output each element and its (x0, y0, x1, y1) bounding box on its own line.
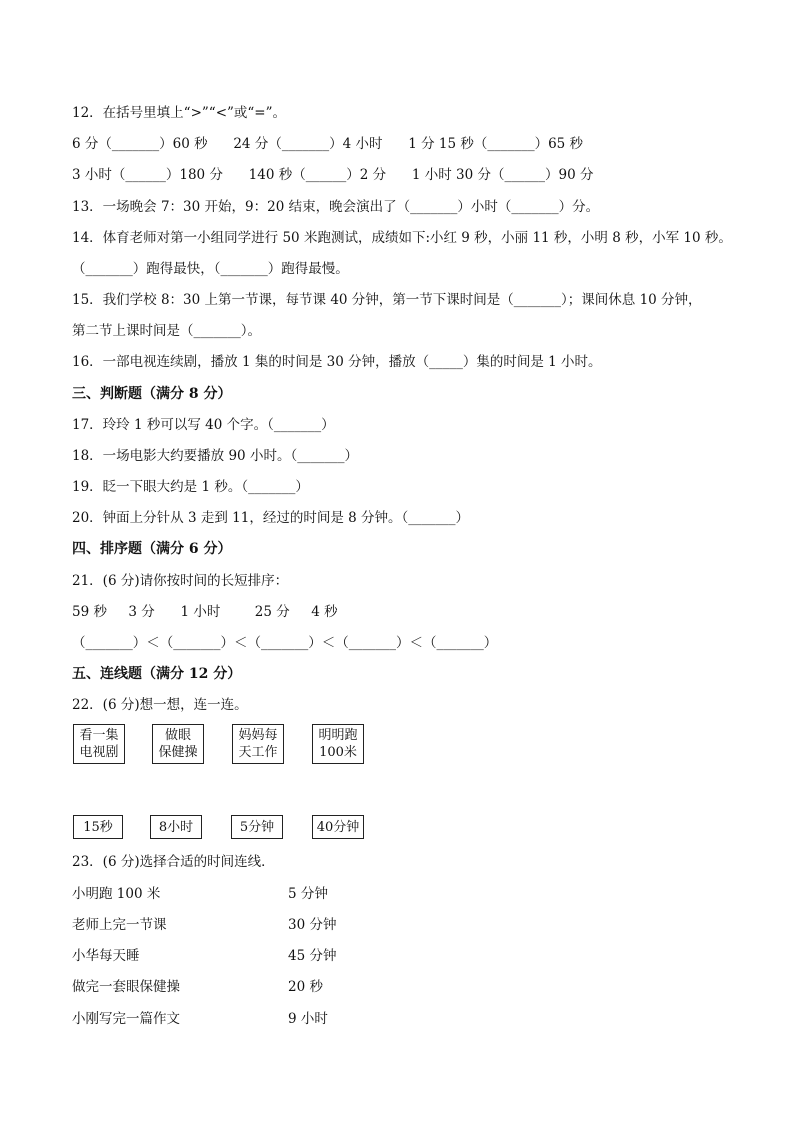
q22-bottom-box[interactable]: 5分钟 (231, 815, 283, 839)
section-matching-heading: 五、连线题（满分 12 分） (72, 666, 242, 682)
q23-left-item[interactable]: 小华每天睡 (72, 948, 140, 964)
q23-left-item[interactable]: 小刚写完一篇作文 (72, 1011, 180, 1027)
q14-line1: 14．体育老师对第一小组同学进行 50 米跑测试，成绩如下:小红 9 秒，小丽 11 秒，小明 8 秒，小军 10 秒。 (72, 230, 732, 246)
q21-blanks: （_______）＜（_______）＜（_______）＜（_______）＜（_______） (72, 635, 498, 651)
q23-right-item[interactable]: 9 小时 (288, 1011, 328, 1027)
q21: 21．(6 分)请你按时间的长短排序： (72, 573, 289, 589)
q23-left-item[interactable]: 做完一套眼保健操 (72, 979, 180, 995)
section-ordering-heading: 四、排序题（满分 6 分） (72, 541, 232, 557)
q23-right-item[interactable]: 30 分钟 (288, 917, 337, 933)
q19: 19．眨一下眼大约是 1 秒。（_______） (72, 479, 309, 495)
section-judgement-heading: 三、判断题（满分 8 分） (72, 386, 232, 402)
q23-right-item[interactable]: 5 分钟 (288, 886, 328, 902)
q17: 17．玲玲 1 秒可以写 40 个字。（_______） (72, 417, 335, 433)
q23-left-item[interactable]: 老师上完一节课 (72, 917, 167, 933)
q15-line1: 15．我们学校 8：30 上第一节课，每节课 40 分钟，第一节下课时间是（_______）；课间休息 10 分钟， (72, 292, 702, 308)
q18: 18．一场电影大约要播放 90 小时。（_______） (72, 448, 358, 464)
q22-top-box[interactable]: 做眼 保健操 (152, 724, 204, 764)
q22-bottom-box[interactable]: 40分钟 (312, 815, 364, 839)
q22: 22．(6 分)想一想，连一连。 (72, 697, 248, 713)
q15-line2: 第二节上课时间是（_______）。 (72, 323, 261, 339)
q22-top-box[interactable]: 明明跑 100米 (312, 724, 364, 764)
q22-bottom-box[interactable]: 15秒 (73, 815, 123, 839)
q23-right-item[interactable]: 20 秒 (288, 979, 323, 995)
q22-top-box[interactable]: 妈妈每 天工作 (232, 724, 284, 764)
q12-title: 12．在括号里填上“>”“<”或“=”。 (72, 105, 287, 121)
q21-items: 59 秒 3 分 1 小时 25 分 4 秒 (72, 604, 338, 620)
q23: 23．(6 分)选择合适的时间连线． (72, 854, 275, 870)
q23-left-item[interactable]: 小明跑 100 米 (72, 886, 161, 902)
q22-top-box[interactable]: 看一集 电视剧 (73, 724, 125, 764)
q13: 13．一场晚会 7：30 开始，9：20 结束，晚会演出了（_______）小时（_______）分。 (72, 199, 600, 215)
q22-bottom-box[interactable]: 8小时 (150, 815, 202, 839)
q12-row2: 3 小时（______）180 分 140 秒（______）2 分 1 小时 30 分（______）90 分 (72, 167, 594, 183)
q23-right-item[interactable]: 45 分钟 (288, 948, 337, 964)
q14-line2: （_______）跑得最快，（_______）跑得最慢。 (72, 261, 349, 277)
q12-row1: 6 分（_______）60 秒 24 分（_______）4 小时 1 分 15 秒（_______）65 秒 (72, 136, 584, 152)
q20: 20．钟面上分针从 3 走到 11，经过的时间是 8 分钟。（_______） (72, 510, 469, 526)
q16: 16．一部电视连续剧，播放 1 集的时间是 30 分钟，播放（_____）集的时间是 1 小时。 (72, 354, 602, 370)
